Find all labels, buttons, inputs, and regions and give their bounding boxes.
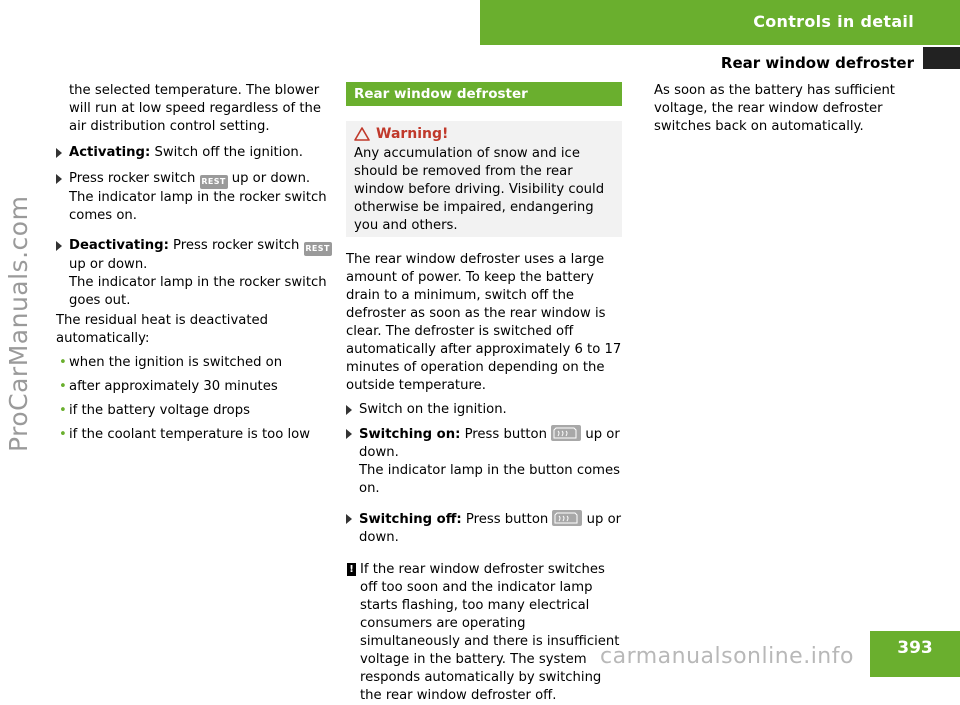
- rear-defroster-key-icon: [551, 425, 581, 441]
- section-heading: Rear window defroster: [346, 82, 622, 106]
- exclamation-icon: !: [347, 563, 356, 576]
- press-text-pre: Press rocker switch: [69, 171, 200, 186]
- step-arrow-icon: [56, 174, 62, 184]
- bullet-dot-icon: •: [59, 403, 67, 418]
- bullet-text: if the coolant temperature is too low: [69, 427, 311, 442]
- bullet-dot-icon: •: [59, 379, 67, 394]
- step-arrow-icon: [346, 405, 352, 415]
- bullet-item: [56, 426, 332, 444]
- header-tab-marker: [923, 47, 960, 69]
- switch-on-indicator: The indicator lamp in the button comes on.: [359, 463, 621, 496]
- page-number: 393: [897, 638, 933, 658]
- activating-text: Switch off the ignition.: [150, 145, 303, 160]
- switch-on-pre: Press button: [460, 427, 552, 442]
- section-title: Rear window defroster: [720, 54, 914, 72]
- step-ignition: [346, 401, 622, 419]
- switch-on-post: up or down.: [359, 427, 620, 460]
- step-ignition-text: Switch on the ignition.: [359, 402, 507, 417]
- switch-off-pre: Press button: [461, 512, 553, 527]
- bullet-dot-icon: •: [59, 427, 67, 442]
- bullet-text: if the battery voltage drops: [69, 403, 250, 418]
- chapter-title: Controls in detail: [753, 12, 914, 31]
- switch-off-post: up or down.: [359, 512, 622, 545]
- bullet-text: when the ignition is switched on: [69, 355, 283, 370]
- column-middle: [346, 82, 622, 705]
- side-watermark: ProCarManuals.com: [4, 195, 33, 452]
- warning-box: [346, 121, 622, 237]
- deactivating-label: Deactivating:: [69, 238, 169, 253]
- note-text: If the rear window defroster switches off too soon and the indicator lamp starts flashing, too many electrical consumers are operating simultaneously and there is insufficient voltage in the battery. The system responds automatically by switching the rear window defroster off.: [360, 562, 620, 703]
- step-activating: [56, 144, 332, 162]
- step-switch-on: [346, 425, 622, 498]
- warning-triangle-icon: [354, 127, 370, 141]
- residual-heat-text: The residual heat is deactivated automatically:: [56, 313, 268, 346]
- body-text: The rear window defroster uses a large amount of power. To keep the battery drain to a minimum, switch off the defroster as soon as the rear window is clear. The defroster is switched off automatically after approximately 6 to 17 minutes of operation depending on the outside temperature.: [346, 252, 622, 393]
- activating-label: Activating:: [69, 145, 151, 160]
- intro-text: the selected temperature. The blower will run at low speed regardless of the air distribution control setting.: [69, 83, 321, 134]
- step-press-rocker: [56, 170, 332, 225]
- step-deactivating: [56, 237, 332, 310]
- bullet-item: [56, 402, 332, 420]
- header-band: [480, 0, 960, 45]
- switch-on-label: Switching on:: [359, 427, 461, 442]
- step-arrow-icon: [56, 148, 62, 158]
- bullet-item: [56, 378, 332, 396]
- step-switch-off: [346, 510, 622, 547]
- warning-text: Any accumulation of snow and ice should be removed from the rear window before driving. Visibility could otherwise be impaired, endangering you and others.: [354, 146, 605, 233]
- warning-heading: [354, 125, 614, 143]
- switch-off-label: Switching off:: [359, 512, 462, 527]
- rest-key-icon: REST: [200, 175, 228, 189]
- page-number-box: [870, 631, 960, 677]
- step-arrow-icon: [56, 241, 62, 251]
- note-box: [346, 561, 622, 705]
- step-arrow-icon: [346, 429, 352, 439]
- rest-key-icon: REST: [304, 242, 332, 256]
- indicator-on-text: The indicator lamp in the rocker switch comes on.: [69, 190, 327, 223]
- indicator-off-text: The indicator lamp in the rocker switch goes out.: [69, 275, 327, 308]
- deactivating-text-pre: Press rocker switch: [168, 238, 304, 253]
- bullet-text: after approximately 30 minutes: [69, 379, 278, 394]
- warning-title: Warning!: [376, 126, 449, 142]
- column-right: [654, 82, 914, 136]
- column-left: [56, 82, 332, 444]
- press-text-post: up or down.: [227, 171, 311, 186]
- deactivating-text-post: up or down.: [69, 257, 148, 272]
- footer-watermark: carmanualsonline.info: [600, 644, 854, 669]
- rear-defroster-key-icon: [552, 510, 582, 526]
- continuation-text: As soon as the battery has sufficient voltage, the rear window defroster switches back on automatically.: [654, 83, 895, 134]
- bullet-dot-icon: •: [59, 355, 67, 370]
- bullet-item: [56, 354, 332, 372]
- step-arrow-icon: [346, 514, 352, 524]
